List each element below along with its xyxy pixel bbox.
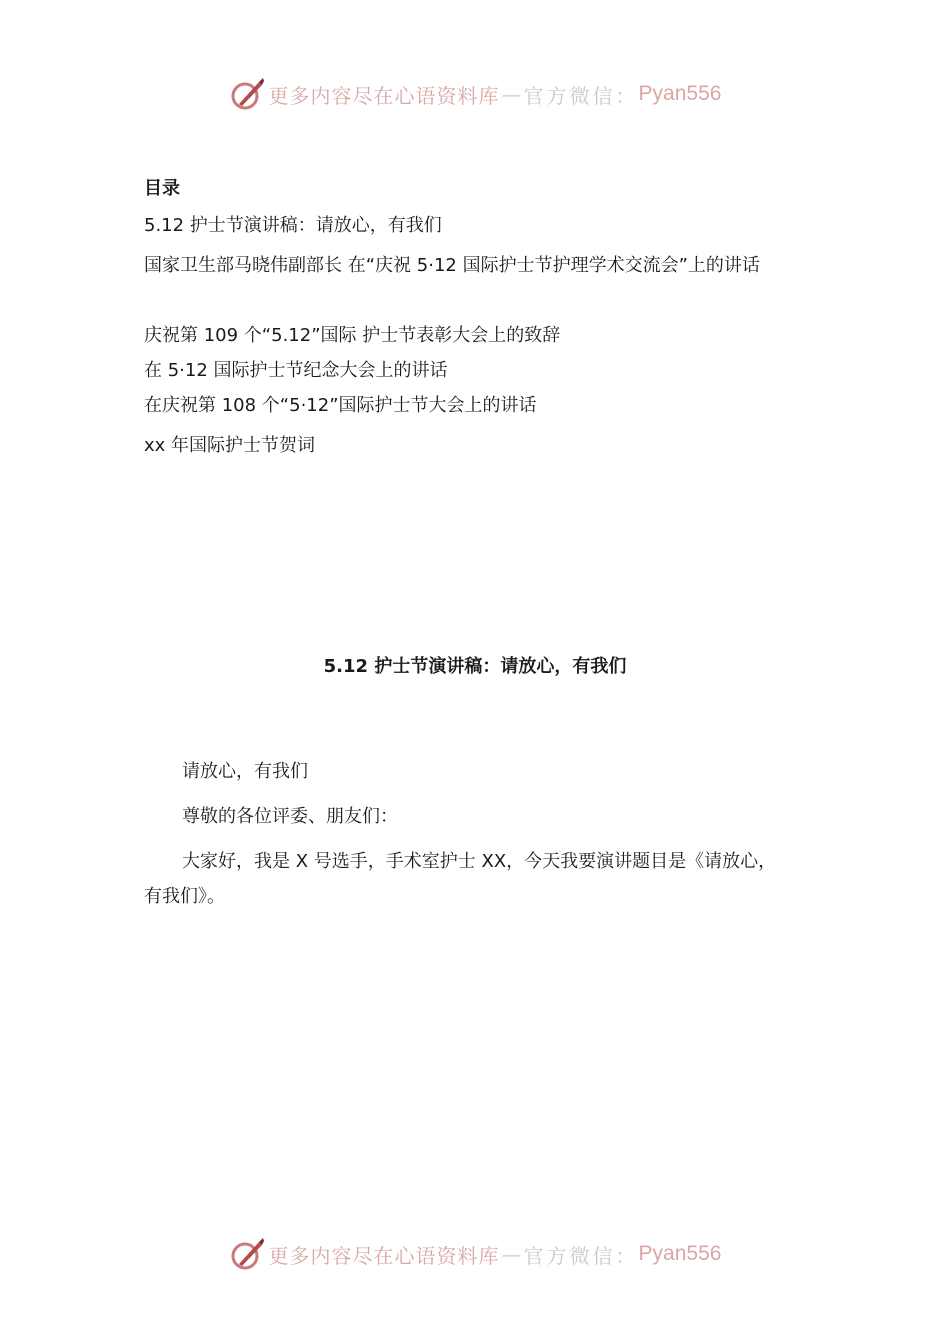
body-paragraph: 请放心，有我们	[182, 761, 308, 782]
watermark-wechat-label: 官方微信：	[523, 1243, 639, 1268]
toc-item[interactable]: 国家卫生部马晓伟副部长 在“庆祝 5·12 国际护士节护理学术交流会”上的讲话	[144, 255, 760, 276]
watermark-brand-text: 更多内容尽在心语资料库	[268, 1243, 500, 1268]
watermark-dash: —	[501, 82, 522, 106]
body-paragraph: 大家好，我是 X 号选手，手术室护士 XX，今天我要演讲题目是《请放心，有我们》。	[144, 851, 777, 907]
watermark-wechat-id: Pyan556	[638, 1242, 722, 1265]
header-watermark	[0, 72, 950, 116]
toc-item[interactable]: 在 5·12 国际护士节纪念大会上的讲话	[144, 360, 448, 381]
toc-item[interactable]: 5.12 护士节演讲稿：请放心，有我们	[144, 215, 442, 236]
quill-pen-logo-icon	[229, 1236, 265, 1272]
section-title: 5.12 护士节演讲稿：请放心，有我们	[323, 656, 627, 677]
toc-heading: 目录	[144, 178, 180, 199]
footer-watermark	[0, 1232, 950, 1276]
watermark-brand-text: 更多内容尽在心语资料库	[268, 83, 500, 108]
toc-item[interactable]: xx 年国际护士节贺词	[144, 435, 316, 456]
quill-pen-logo-icon	[229, 76, 265, 112]
body-paragraph: 尊敬的各位评委、朋友们：	[182, 806, 398, 827]
watermark-wechat-id: Pyan556	[638, 82, 722, 105]
watermark-dash: —	[501, 1242, 522, 1266]
toc-item[interactable]: 在庆祝第 108 个“5·12”国际护士节大会上的讲话	[144, 395, 537, 416]
watermark-wechat-label: 官方微信：	[523, 83, 639, 108]
toc-item[interactable]: 庆祝第 109 个“5.12”国际 护士节表彰大会上的致辞	[144, 325, 561, 346]
